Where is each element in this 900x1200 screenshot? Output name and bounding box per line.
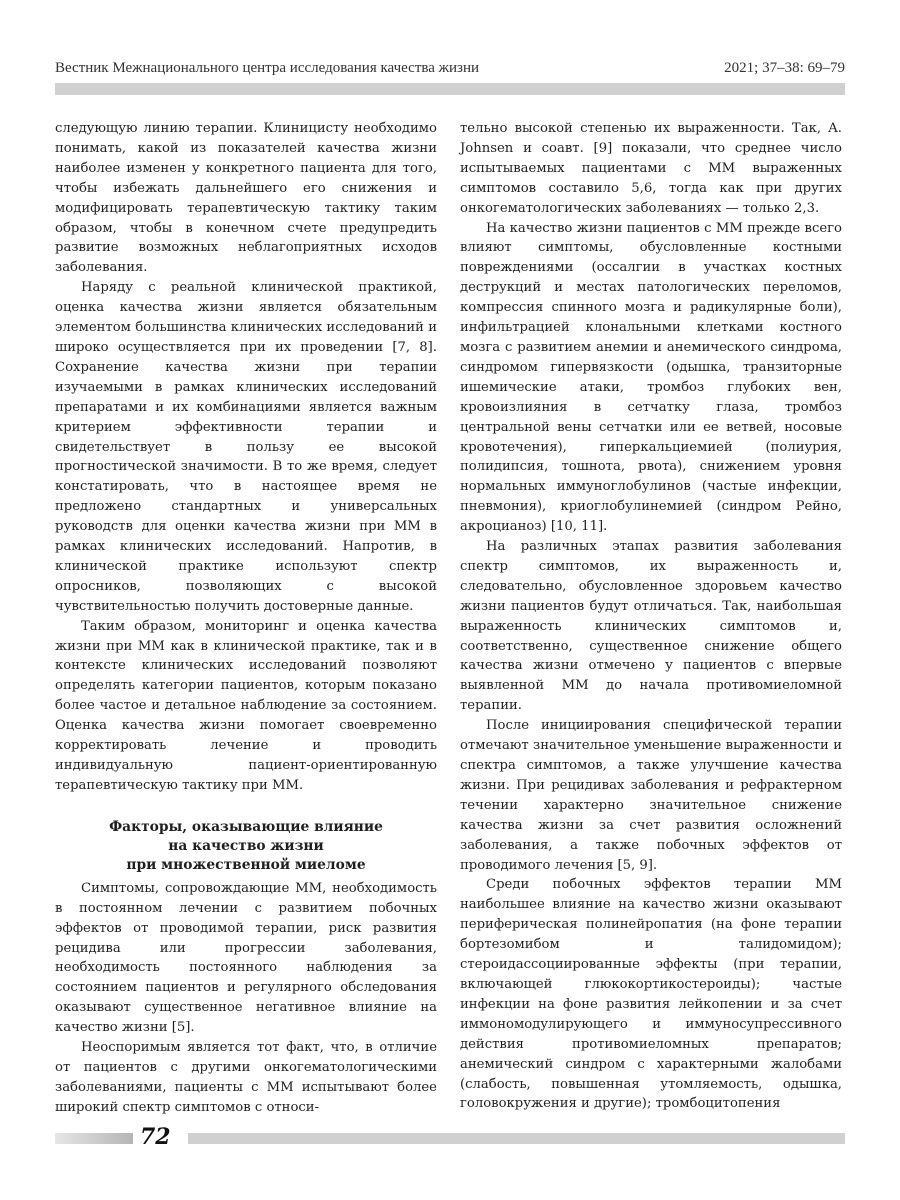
page-number: 72 [140, 1124, 171, 1150]
paragraph: На качество жизни пациентов с ММ прежде всего влияют симптомы, обусловленные костными повреждениями (оссалгии в участках костных деструкций и местах патологических переломов, компрессия спинного мозга и радикулярные боли), инфильтрацией клональными клетками костного мозга с развитием анемии и анемического синдрома, синдромом гипервязкости (одышка, транзиторные ишемические атаки, тромбоз глубоких вен, кровоизлияния в сетчатку глаза, тромбоз центральной вены сетчатки или ее ветвей, носовые кровотечения), гиперкальциемией (полиурия, полидипсия, тошнота, рвота), снижением уровня нормальных иммуноглобулинов (частые инфекции, пневмония), криоглобулинемией (синдром Рейно, акроцианоз) [10, 11]. [460, 220, 842, 535]
issue-citation: 2021; 37–38: 69–79 [724, 60, 845, 76]
footer-rule-left [55, 1133, 133, 1144]
paragraph: После инициирования специфической терапии отмечают значительное уменьшение выраженности и спектра симптомов, а также улучшение качества жизни. При рецидивах заболевания и рефрактерном течении характерно значительное снижение качества жизни за счет развития осложнений заболевания, а также побочных эффектов от проводимого лечения [5, 9]. [460, 718, 842, 873]
footer-rule-right [188, 1133, 845, 1144]
paragraph: На различных этапах развития заболевания спектр симптомов, их выраженность и, следовательно, обусловленное здоровьем качество жизни пациентов будут отличаться. Так, наибольшая выраженность клинических симптомов и, соответственно, существенное снижение общего качества жизни отмечено у пациентов с впервые выявленной ММ до начала противомиеломной терапии. [460, 539, 842, 714]
paragraph: Неоспоримым является тот факт, что, в отличие от пациентов с другими онкогематологическими заболеваниями, пациенты с ММ испытывают более широкий спектр симптомов с относи- [55, 1040, 437, 1115]
section-heading [55, 818, 437, 875]
paragraph: следующую линию терапии. Клиницисту необходимо понимать, какой из показателей качества жизни наиболее изменен у конкретного пациента для того, чтобы избежать дальнейшего его снижения и модифицировать терапевтическую тактику таким образом, чтобы в конечном счете предупредить развитие возможных неблагоприятных исходов заболевания. [55, 121, 437, 276]
paragraph: Симптомы, сопровождающие ММ, необходимость в постоянном лечении с развитием побочных эффектов от проводимой терапии, риск развития рецидива или прогрессии заболевания, необходимость постоянного наблюдения за состоянием пациентов и регулярного обследования оказывают существенное негативное влияние на качество жизни [5]. [55, 880, 437, 1036]
paragraph: Таким образом, мониторинг и оценка качества жизни при ММ как в клинической практике, так и в контексте клинических исследований позволяют определять категории пациентов, которым показано более частое и детальное наблюдение за состоянием. Оценка качества жизни помогает своевременно корректировать лечение и проводить индивидуальную пациент-ориентированную терапевтическую тактику при ММ. [55, 618, 437, 793]
paragraph: тельно высокой степенью их выраженности. Так, A. Johnsen и соавт. [9] показали, что среднее число испытываемых пациентами с ММ выраженных симптомов составило 5,6, тогда как при других онкогематологических заболеваниях — только 2,3. [460, 121, 842, 216]
header-rule [55, 83, 845, 95]
paragraph: Среди побочных эффектов терапии ММ наибольшее влияние на качество жизни оказывают периферическая полинейропатия (на фоне терапии бортезомибом и талидомидом); стероидассоциированные эффекты (при терапии, включающей глюкокортикостероиды); частые инфекции на фоне развития лейкопении и за счет иммономодулирующего и иммуносупрессивного действия противомиеломных препаратов; анемический синдром с характерными жалобами (слабость, повышенная утомляемость, одышка, головокружения и другие); тромбоцитопения [460, 877, 842, 1112]
section-heading-line: Факторы, оказывающие влияние [109, 818, 383, 835]
section-heading-line: на качество жизни [168, 837, 324, 854]
left-column [55, 119, 437, 1118]
journal-title: Вестник Межнационального центра исследования качества жизни [55, 60, 480, 76]
right-column [460, 119, 842, 1114]
section-heading-line: при множественной миеломе [126, 856, 366, 873]
paragraph: Наряду с реальной клинической практикой, оценка качества жизни является обязательным элементом большинства клинических исследований и широко осуществляется при их проведении [7, 8]. Сохранение качества жизни при терапии изучаемыми в рамках клинических исследований препаратами и их комбинациями является важным критерием эффективности терапии и свидетельствует в пользу ее высокой прогностической значимости. В то же время, следует констатировать, что в настоящее время не предложено стандартных и универсальных руководств для оценки качества жизни при ММ в рамках клинических исследований. Напротив, в клинической практике используют спектр опросников, позволяющих с высокой чувствительностью получить достоверные данные. [55, 280, 437, 614]
